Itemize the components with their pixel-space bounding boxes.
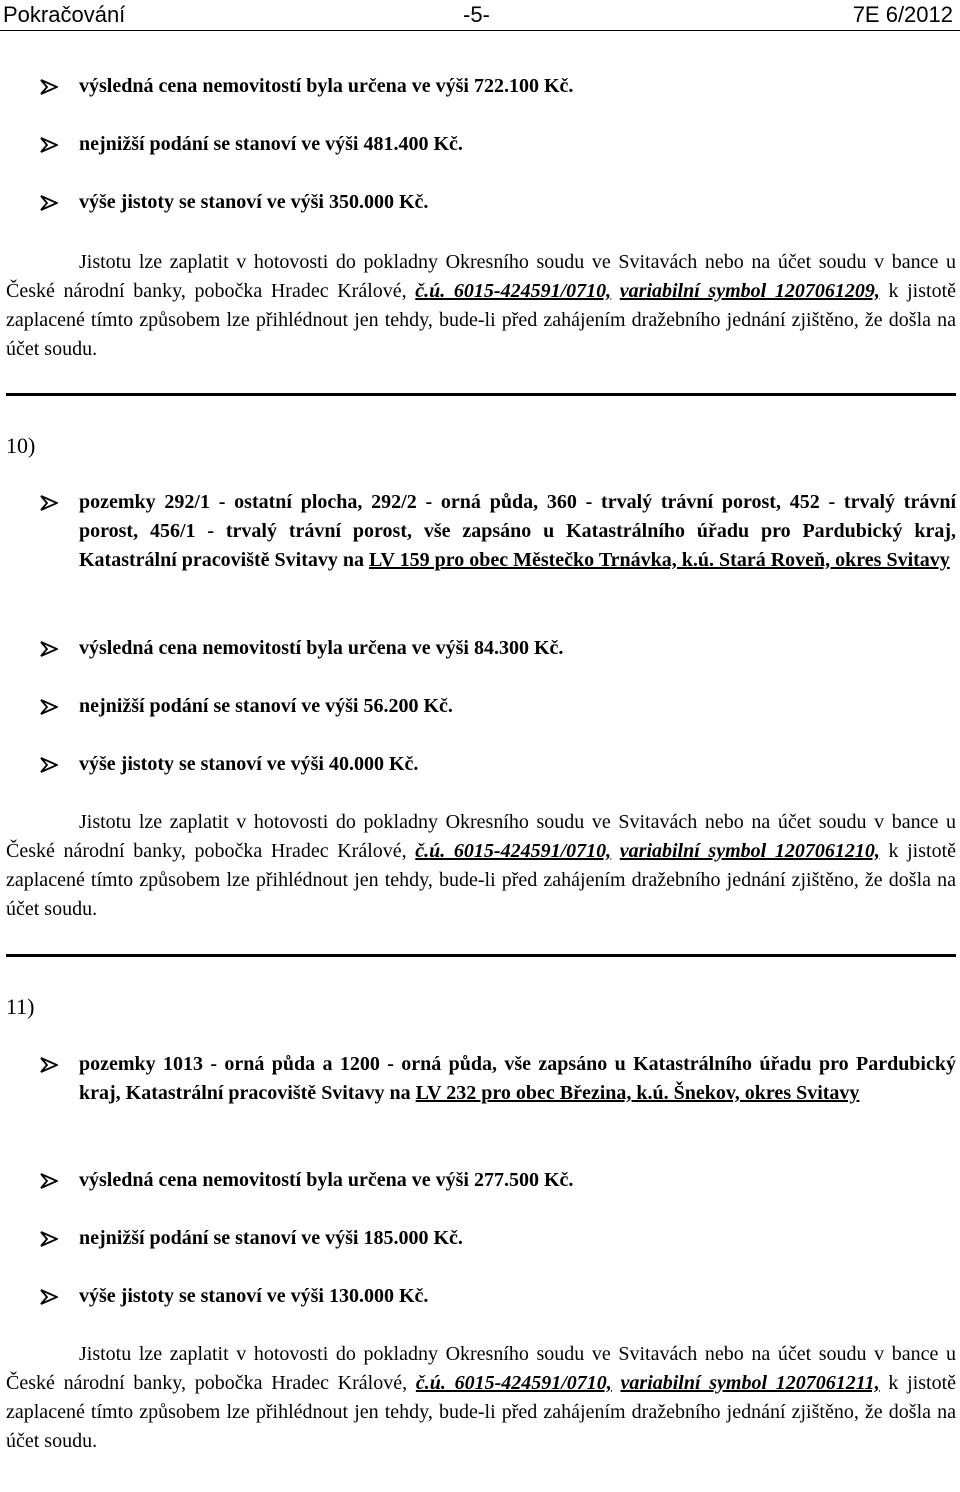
arrow-bullet-icon <box>40 137 58 153</box>
case-number: 7E 6/2012 <box>852 2 953 27</box>
section-number: 11) <box>6 994 35 1019</box>
arrow-bullet-icon <box>40 699 58 715</box>
section-divider <box>6 954 956 957</box>
land-registry-entry: LV 159 pro obec Městečko Trnávka, k.ú. Stará Roveň, okres Svitavy <box>369 549 950 571</box>
paragraph-text: k jistotě zaplacené tímto způsobem lze přihlédnout jen tehdy, bude-li před zahájením dražebního jednání zjištěno, že došla na účet soudu. <box>6 840 957 920</box>
section-number: 10) <box>6 433 36 458</box>
deposit-paragraph <box>6 808 956 924</box>
section-divider <box>6 393 956 396</box>
land-parcels: pozemky 1013 - orná půda a 1200 - orná půda, vše zapsáno u Katastrálního úřadu pro Pardubický kraj, Katastrální pracoviště Svitavy na <box>79 1053 956 1104</box>
price-text: výsledná cena nemovitostí byla určena ve výši 84.300 Kč. <box>79 637 564 659</box>
paragraph-text: k jistotě zaplacené tímto způsobem lze přihlédnout jen tehdy, bude-li před zahájením dražebního jednání zjištěno, že došla na účet soudu. <box>6 280 957 360</box>
arrow-bullet-icon <box>40 757 58 773</box>
deposit-text: výše jistoty se stanoví ve výši 40.000 Kč. <box>79 753 419 775</box>
page-number: -5- <box>463 2 490 27</box>
land-registry-entry: LV 232 pro obec Březina, k.ú. Šnekov, okres Svitavy <box>415 1082 860 1104</box>
variable-symbol: variabilní symbol 1207061210, <box>619 840 880 862</box>
header-divider <box>0 30 960 31</box>
price-text: výsledná cena nemovitostí byla určena ve výši 722.100 Kč. <box>79 75 574 97</box>
page-header <box>0 0 960 30</box>
land-description <box>79 1050 956 1108</box>
paragraph-text: Jistotu lze zaplatit v hotovosti do pokladny Okresního soudu ve Svitavách nebo na účet soudu v bance u České národní banky, pobočka Hradec Králové, <box>6 1343 956 1394</box>
account-number: č.ú. 6015-424591/0710, <box>415 1372 612 1394</box>
arrow-bullet-icon <box>40 79 58 95</box>
deposit-paragraph <box>6 1340 956 1456</box>
deposit-paragraph <box>6 248 956 364</box>
paragraph-text: Jistotu lze zaplatit v hotovosti do pokladny Okresního soudu ve Svitavách nebo na účet soudu v bance u České národní banky, pobočka Hradec Králové, <box>6 251 956 302</box>
arrow-bullet-icon <box>40 1231 58 1247</box>
account-number: č.ú. 6015-424591/0710, <box>415 280 612 302</box>
land-parcels: pozemky 292/1 - ostatní plocha, 292/2 - orná půda, 360 - trvalý trávní porost, 452 - trvalý trávní porost, 456/1 - trvalý trávní porost, vše zapsáno u Katastrálního úřadu pro Pardubický kraj, Katastrální pracoviště Svitavy na <box>79 491 956 571</box>
arrow-bullet-icon <box>40 1173 58 1189</box>
arrow-bullet-icon <box>40 1057 58 1073</box>
arrow-bullet-icon <box>40 1289 58 1305</box>
deposit-text: výše jistoty se stanoví ve výši 130.000 Kč. <box>79 1285 429 1307</box>
arrow-bullet-icon <box>40 641 58 657</box>
deposit-text: výše jistoty se stanoví ve výši 350.000 Kč. <box>79 191 429 213</box>
min-bid-text: nejnižší podání se stanoví ve výši 56.200 Kč. <box>79 695 453 717</box>
min-bid-text: nejnižší podání se stanoví ve výši 481.400 Kč. <box>79 133 463 155</box>
land-description <box>79 488 956 575</box>
paragraph-text: Jistotu lze zaplatit v hotovosti do pokladny Okresního soudu ve Svitavách nebo na účet soudu v bance u České národní banky, pobočka Hradec Králové, <box>6 811 956 862</box>
price-text: výsledná cena nemovitostí byla určena ve výši 277.500 Kč. <box>79 1169 574 1191</box>
account-number: č.ú. 6015-424591/0710, <box>415 840 612 862</box>
variable-symbol: variabilní symbol 1207061211, <box>620 1372 880 1394</box>
header-continuation: Pokračování <box>3 2 126 27</box>
variable-symbol: variabilní symbol 1207061209, <box>619 280 880 302</box>
min-bid-text: nejnižší podání se stanoví ve výši 185.000 Kč. <box>79 1227 463 1249</box>
arrow-bullet-icon <box>40 495 58 511</box>
paragraph-text: k jistotě zaplacené tímto způsobem lze přihlédnout jen tehdy, bude-li před zahájením dražebního jednání zjištěno, že došla na účet soudu. <box>6 1372 957 1452</box>
arrow-bullet-icon <box>40 195 58 211</box>
